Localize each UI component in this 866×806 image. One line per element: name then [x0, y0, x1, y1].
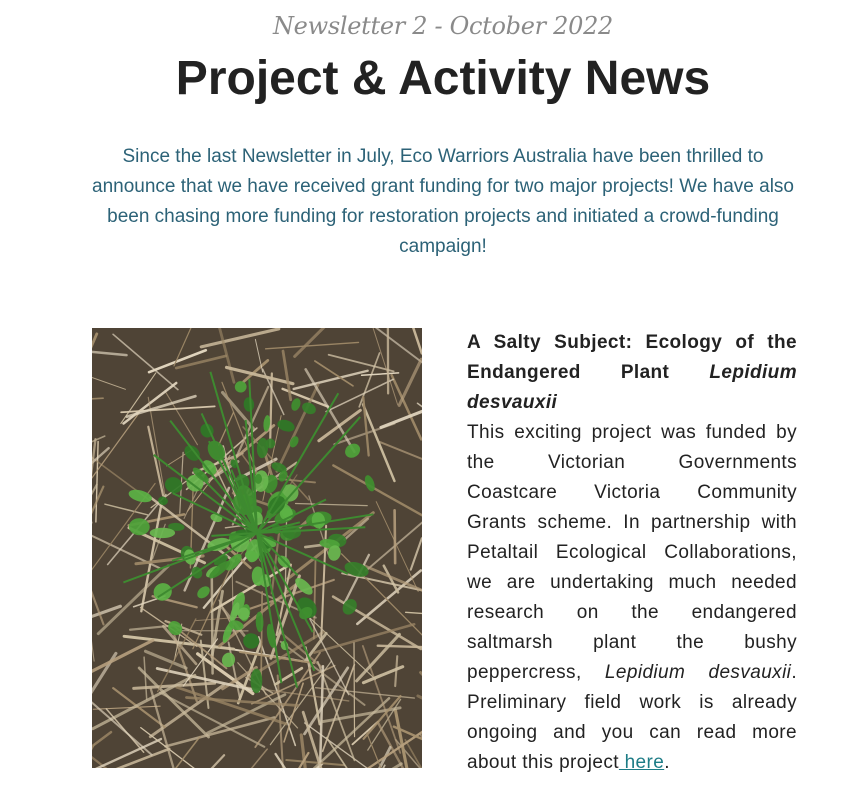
plant-photo	[92, 328, 422, 768]
page-title: Project & Activity News	[175, 52, 711, 105]
headline-text: A Salty Subject: Ecology of the Endangered Plant	[467, 332, 797, 383]
newsletter-kicker: Newsletter 2 - October 2022	[272, 12, 614, 40]
intro-paragraph: Since the last Newsletter in July, Eco Warriors Australia have been thrilled to announce that we have received grant funding for two major projects! We have also been chasing more funding for restoration projects and initiated a crowd-funding campaign!	[92, 146, 794, 257]
body-text-2: . Preliminary field work is already ongoing and you can read more about this project	[467, 662, 797, 773]
here-link[interactable]: here	[618, 752, 665, 773]
body-end: .	[664, 752, 670, 773]
article-body	[467, 418, 797, 778]
article-block	[467, 328, 797, 778]
body-species: Lepidium desvauxii	[604, 662, 792, 683]
headline-species: Lepidium desvauxii	[467, 362, 797, 413]
article-headline	[467, 328, 797, 418]
body-text-1: This exciting project was funded by the Victorian Governments Coastcare Victoria Community Grants scheme. In partnership with Petaltail Ecological Collaborations, we are undertaking much needed research on the endangered saltmarsh plant the bushy peppercress,	[467, 422, 797, 683]
